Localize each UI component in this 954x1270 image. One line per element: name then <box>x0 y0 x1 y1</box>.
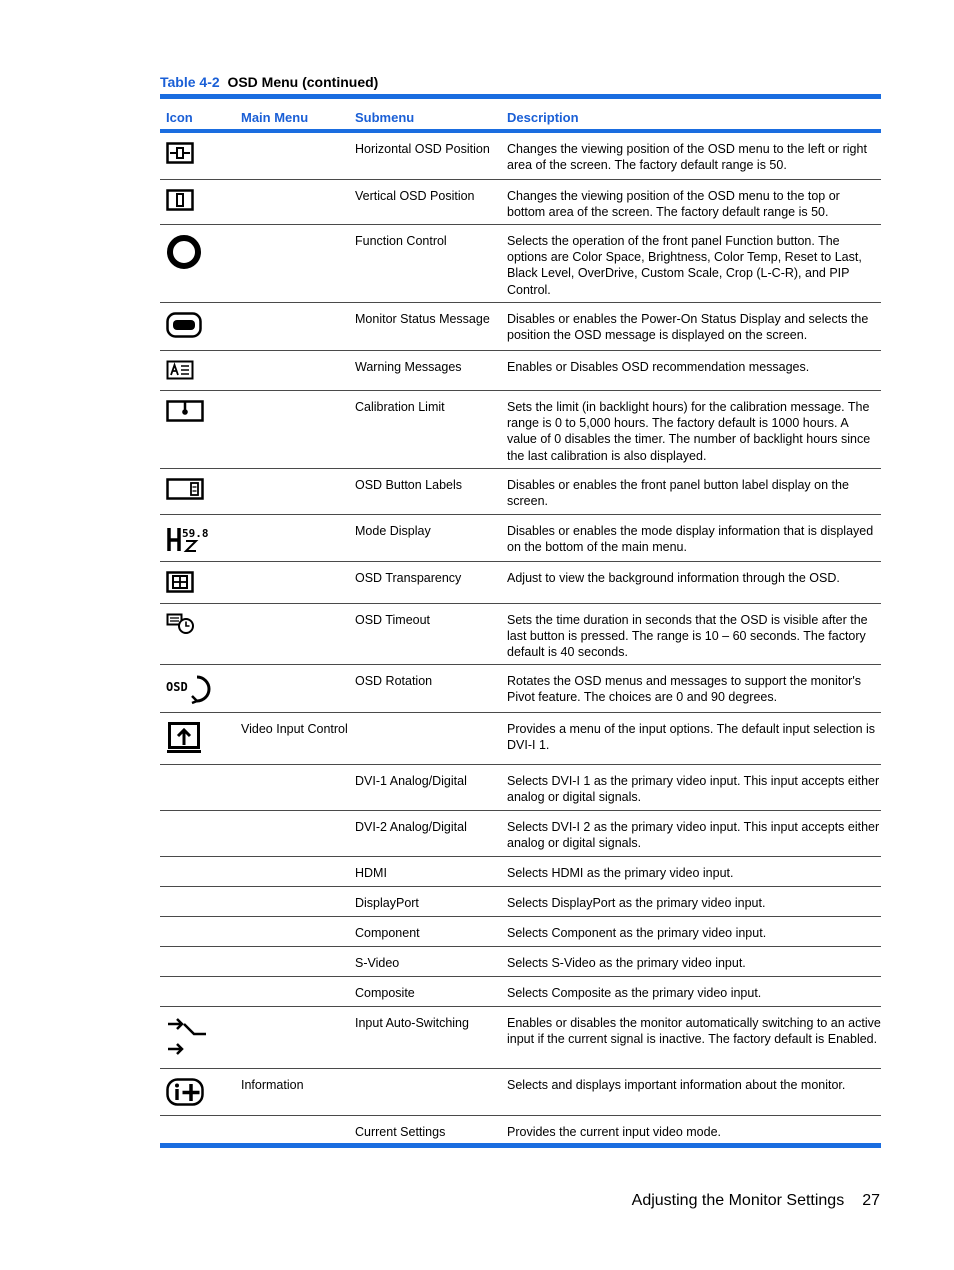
main-menu-cell <box>235 303 349 350</box>
warning-messages-icon <box>160 351 235 390</box>
page-footer <box>632 1192 880 1210</box>
table-row <box>160 390 881 468</box>
submenu-cell: DVI-1 Analog/Digital <box>355 774 467 788</box>
mode-display-icon <box>160 515 235 561</box>
description-cell: Selects the operation of the front panel Function button. The options are Color Space, Brightness, Color Temp, Reset to Last, Black Level, OverDrive, Custom Scale, Crop (L-C-R), and PIP Control. <box>507 234 862 297</box>
main-menu-cell <box>235 515 349 561</box>
description-cell: Selects S-Video as the primary video input. <box>507 956 746 970</box>
icon-cell <box>160 857 235 886</box>
icon-cell <box>160 765 235 810</box>
button-labels-icon <box>160 469 235 514</box>
main-menu-cell <box>235 1007 349 1068</box>
svg-text:59.8: 59.8 <box>182 527 209 540</box>
table-row <box>160 133 881 179</box>
main-menu-cell <box>235 887 349 916</box>
function-control-icon <box>160 225 235 302</box>
description-cell: Disables or enables the front panel button label display on the screen. <box>507 478 849 509</box>
description-cell: Provides the current input video mode. <box>507 1125 722 1139</box>
submenu-cell <box>349 713 501 764</box>
submenu-cell: OSD Transparency <box>355 571 462 585</box>
header-main-menu: Main Menu <box>241 110 309 125</box>
icon-cell <box>160 887 235 916</box>
description-cell: Changes the viewing position of the OSD menu to the top or bottom area of the screen. The factory default range is 50. <box>507 189 840 220</box>
submenu-cell: OSD Rotation <box>355 674 433 688</box>
main-menu-cell <box>235 665 349 712</box>
table-title: OSD Menu (continued) <box>227 74 379 90</box>
table-row <box>160 946 881 976</box>
description-cell: Sets the limit (in backlight hours) for the calibration message. The range is 0 to 5,000 hours. The factory default is 1000 hours. A value of 0 disables the timer. The number of backlight hours since the last calibration is also displayed. <box>507 400 871 463</box>
submenu-cell: Horizontal OSD Position <box>355 142 490 156</box>
table-row <box>160 350 881 390</box>
table-row <box>160 1068 881 1115</box>
main-menu-cell <box>235 391 349 468</box>
icon-cell <box>160 1116 235 1143</box>
icon-cell <box>160 917 235 946</box>
table-row <box>160 603 881 664</box>
description-cell: Selects DVI-I 2 as the primary video input. This input accepts either analog or digital signals. <box>507 820 880 851</box>
submenu-cell: Input Auto-Switching <box>355 1016 469 1030</box>
description-cell: Enables or disables the monitor automatically switching to an active input if the current signal is inactive. The factory default is Enabled. <box>507 1016 881 1047</box>
table-row <box>160 1006 881 1068</box>
main-menu-cell <box>235 562 349 603</box>
submenu-cell: Component <box>355 926 420 940</box>
submenu-cell <box>349 1069 501 1115</box>
submenu-cell: OSD Button Labels <box>355 478 463 492</box>
description-cell: Selects HDMI as the primary video input. <box>507 866 734 880</box>
icon-cell <box>160 977 235 1006</box>
submenu-cell: Function Control <box>355 234 447 248</box>
submenu-cell: Calibration Limit <box>355 400 445 414</box>
svg-text:OSD: OSD <box>166 680 188 694</box>
table-body <box>160 133 881 1143</box>
information-icon <box>160 1069 235 1115</box>
table-row <box>160 916 881 946</box>
icon-cell <box>160 811 235 856</box>
transparency-icon <box>160 562 235 603</box>
table-row <box>160 664 881 712</box>
table-row <box>160 712 881 764</box>
submenu-cell: S-Video <box>355 956 400 970</box>
submenu-cell: HDMI <box>355 866 387 880</box>
table-header <box>160 99 881 133</box>
main-menu-cell <box>235 1116 349 1143</box>
description-cell: Adjust to view the background information through the OSD. <box>507 571 840 585</box>
description-cell: Selects Composite as the primary video input. <box>507 986 762 1000</box>
header-description: Description <box>507 110 579 125</box>
icon-cell <box>160 947 235 976</box>
description-cell: Selects and displays important information about the monitor. <box>507 1078 846 1092</box>
main-menu-cell <box>235 977 349 1006</box>
main-menu-cell <box>235 469 349 514</box>
main-menu-cell: Information <box>241 1078 304 1092</box>
table-row <box>160 224 881 302</box>
main-menu-cell <box>235 947 349 976</box>
main-menu-cell <box>235 133 349 179</box>
main-menu-cell <box>235 604 349 664</box>
main-menu-cell <box>235 351 349 390</box>
description-cell: Selects DVI-I 1 as the primary video input. This input accepts either analog or digital signals. <box>507 774 880 805</box>
table-row <box>160 856 881 886</box>
table-row <box>160 764 881 810</box>
vertical-position-icon <box>160 180 235 224</box>
main-menu-cell <box>235 917 349 946</box>
status-message-icon <box>160 303 235 350</box>
osd-menu-table <box>160 94 881 1148</box>
table-row <box>160 468 881 514</box>
description-cell: Enables or Disables OSD recommendation messages. <box>507 360 810 374</box>
footer-section: Adjusting the Monitor Settings <box>631 1192 845 1209</box>
submenu-cell: Monitor Status Message <box>355 312 490 326</box>
table-number: Table 4-2 <box>160 74 220 90</box>
submenu-cell: Composite <box>355 986 415 1000</box>
main-menu-cell <box>235 765 349 810</box>
description-cell: Provides a menu of the input options. The default input selection is DVI-I 1. <box>507 722 876 753</box>
calibration-limit-icon <box>160 391 235 468</box>
table-row <box>160 302 881 350</box>
description-cell: Rotates the OSD menus and messages to support the monitor's Pivot feature. The choices are 0 and 90 degrees. <box>507 674 861 705</box>
table-row <box>160 514 881 561</box>
submenu-cell: Current Settings <box>355 1125 446 1139</box>
submenu-cell: OSD Timeout <box>355 613 431 627</box>
main-menu-cell <box>235 180 349 224</box>
description-cell: Disables or enables the mode display information that is displayed on the bottom of the main menu. <box>507 524 874 555</box>
main-menu-cell <box>235 857 349 886</box>
auto-switching-icon <box>160 1007 235 1068</box>
main-menu-cell <box>235 225 349 302</box>
table-row <box>160 810 881 856</box>
submenu-cell: Vertical OSD Position <box>355 189 475 203</box>
table-caption <box>160 74 378 90</box>
description-cell: Sets the time duration in seconds that the OSD is visible after the last button is pressed. The range is 10 – 60 seconds. The factory default is 40 seconds. <box>507 613 868 660</box>
description-cell: Selects Component as the primary video input. <box>507 926 767 940</box>
main-menu-cell <box>235 811 349 856</box>
main-menu-cell: Video Input Control <box>241 722 348 736</box>
header-submenu: Submenu <box>355 110 415 125</box>
table-row <box>160 1115 881 1143</box>
osd-rotation-icon <box>160 665 235 712</box>
submenu-cell: Mode Display <box>355 524 431 538</box>
table-row <box>160 886 881 916</box>
description-cell: Selects DisplayPort as the primary video input. <box>507 896 766 910</box>
submenu-cell: DVI-2 Analog/Digital <box>355 820 467 834</box>
timeout-icon <box>160 604 235 664</box>
description-cell: Changes the viewing position of the OSD menu to the left or right area of the screen. The factory default range is 50. <box>507 142 867 173</box>
submenu-cell: DisplayPort <box>355 896 419 910</box>
horizontal-position-icon <box>160 133 235 179</box>
video-input-icon <box>160 713 235 764</box>
header-icon: Icon <box>166 110 193 125</box>
submenu-cell: Warning Messages <box>355 360 462 374</box>
page-number: 27 <box>862 1192 880 1209</box>
table-row <box>160 976 881 1006</box>
table-row <box>160 179 881 224</box>
description-cell: Disables or enables the Power-On Status Display and selects the position the OSD message is displayed on the screen. <box>507 312 869 343</box>
table-row <box>160 561 881 603</box>
